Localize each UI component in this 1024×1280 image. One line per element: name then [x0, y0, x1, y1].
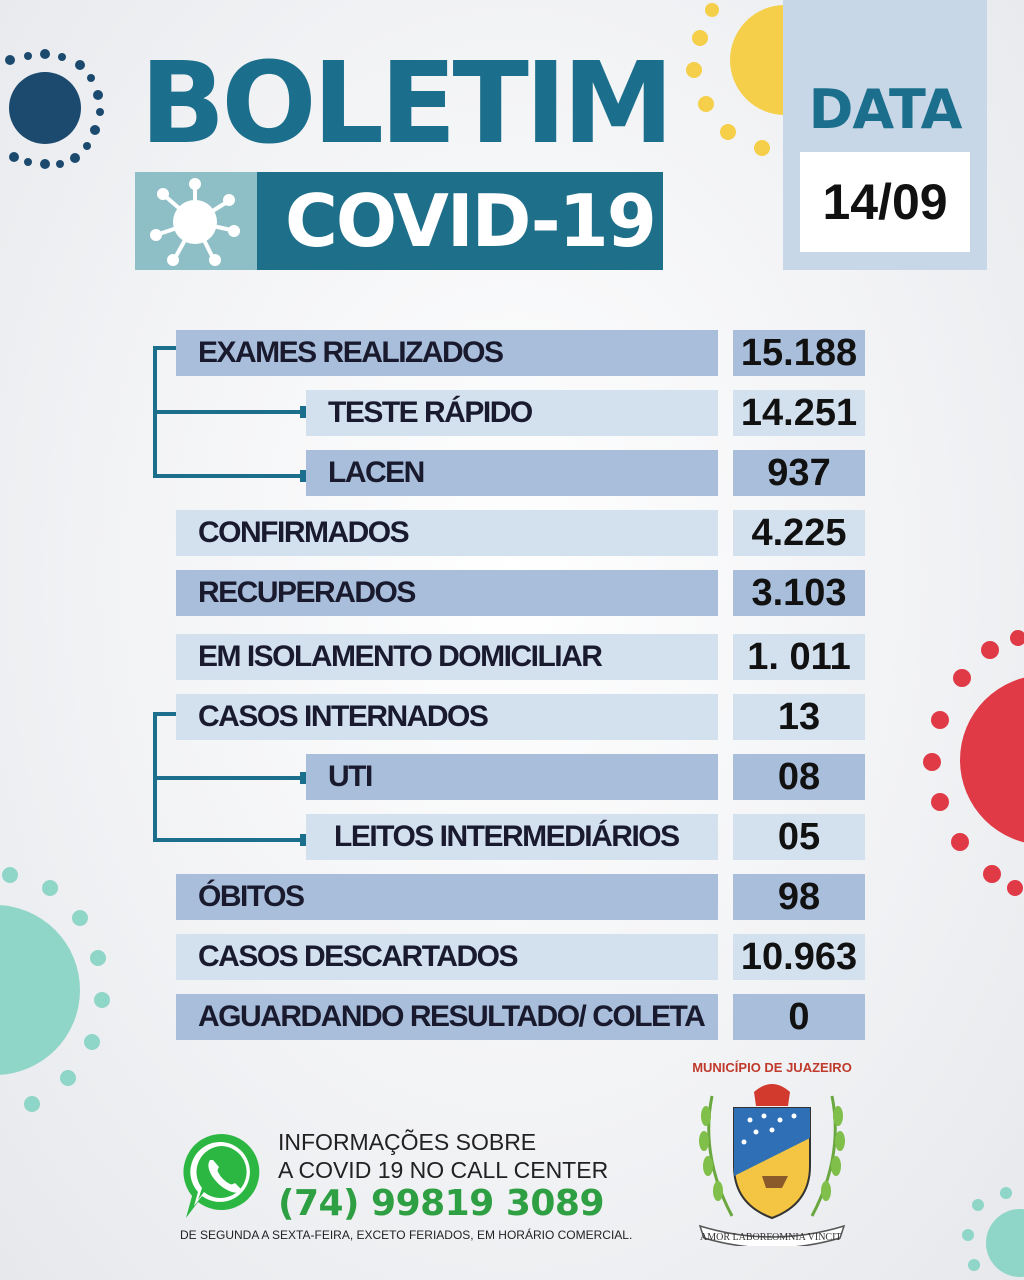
info-line-1: INFORMAÇÕES SOBRE	[278, 1129, 537, 1155]
row-value-leitos: 05	[733, 814, 865, 860]
seal-motto-2: OMNIA VINCIT	[772, 1232, 842, 1243]
row-value-recuperados: 3.103	[733, 570, 865, 616]
date-panel	[783, 0, 987, 270]
subtitle: COVID-19	[285, 179, 655, 263]
row-label-descartados: CASOS DESCARTADOS	[176, 934, 718, 980]
virus-decoration-navy	[0, 40, 120, 180]
page-title: BOLETIM	[140, 39, 670, 169]
virus-icon	[135, 172, 257, 270]
subtitle-band	[135, 172, 663, 270]
row-value-exames: 15.188	[733, 330, 865, 376]
bracket-line	[153, 410, 303, 414]
seal-title: MUNICÍPIO DE JUAZEIRO	[692, 1060, 852, 1075]
row-label-uti: UTI	[306, 754, 718, 800]
row-value-internados: 13	[733, 694, 865, 740]
date-value: 14/09	[822, 174, 948, 230]
row-label-exames: EXAMES REALIZADOS	[176, 330, 718, 376]
hours-note: DE SEGUNDA A SEXTA-FEIRA, EXCETO FERIADOS, EM HORÁRIO COMERCIAL.	[180, 1228, 633, 1242]
row-value-obitos: 98	[733, 874, 865, 920]
whatsapp-icon	[178, 1128, 266, 1224]
row-value-uti: 08	[733, 754, 865, 800]
bracket-line	[153, 776, 303, 780]
row-label-teste-rapido: TESTE RÁPIDO	[306, 390, 718, 436]
virus-decoration-yellow	[680, 0, 790, 160]
row-value-aguardando: 0	[733, 994, 865, 1040]
virus-icon-box	[135, 172, 257, 270]
bracket-line	[153, 838, 303, 842]
row-label-lacen: LACEN	[306, 450, 718, 496]
phone-number: (74) 99819 3089	[278, 1183, 605, 1224]
seal-motto-1: AMOR LABORE	[700, 1232, 773, 1243]
info-text	[278, 1128, 608, 1184]
row-label-internados: CASOS INTERNADOS	[176, 694, 718, 740]
row-value-lacen: 937	[733, 450, 865, 496]
row-label-recuperados: RECUPERADOS	[176, 570, 718, 616]
row-label-leitos: LEITOS INTERMEDIÁRIOS	[306, 814, 718, 860]
row-label-aguardando: AGUARDANDO RESULTADO/ COLETA	[176, 994, 718, 1040]
row-value-confirmados: 4.225	[733, 510, 865, 556]
municipal-seal	[692, 1076, 852, 1246]
virus-decoration-red	[920, 630, 1024, 900]
date-label: DATA	[808, 78, 962, 141]
row-label-confirmados: CONFIRMADOS	[176, 510, 718, 556]
row-value-isolamento: 1. 011	[733, 634, 865, 680]
row-value-teste-rapido: 14.251	[733, 390, 865, 436]
row-value-descartados: 10.963	[733, 934, 865, 980]
virus-decoration-teal	[0, 850, 115, 1120]
info-line-2: A COVID 19 NO CALL CENTER	[278, 1157, 609, 1183]
row-label-obitos: ÓBITOS	[176, 874, 718, 920]
bracket-line	[153, 474, 303, 478]
virus-decoration-teal-small	[960, 1185, 1024, 1280]
row-label-isolamento: EM ISOLAMENTO DOMICILIAR	[176, 634, 718, 680]
date-box	[800, 152, 970, 252]
